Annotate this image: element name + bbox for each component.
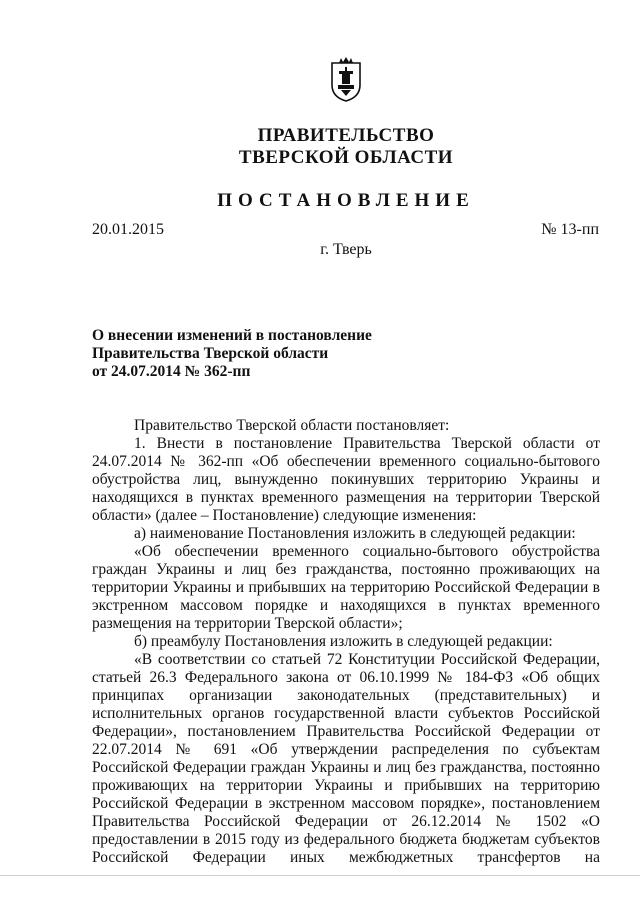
page-edge-divider <box>0 875 640 876</box>
document-title <box>92 327 422 381</box>
coat-of-arms-icon <box>330 57 362 102</box>
government-name-line1: ПРАВИТЕЛЬСТВО <box>257 125 435 146</box>
government-name-line2: ТВЕРСКОЙ ОБЛАСТИ <box>238 147 454 168</box>
title-line-3: от 24.07.2014 № 362-пп <box>92 363 251 380</box>
document-date: 20.01.2015 <box>92 221 164 238</box>
document-number: № 13-пп <box>541 221 599 238</box>
document-body <box>92 417 600 867</box>
paragraph-preamble: Правительство Тверской области постановляет: <box>134 417 450 434</box>
paragraph-new-preamble: «В соответствии со статьей 72 Конституции Российской Федерации, статьей 26.3 Федерального закона от 06.10.1999 № 184-ФЗ «Об общих принципах организации законодательных (представительных) и исполнительных органов государственной власти субъектов Российской Федерации», постановлением Правительства Российской Федерации от 22.07.2014 № 691 «Об утверждении распределения по субъектам Российской Федерации граждан Украины и лиц без гражданства, постоянно проживающих на территории Украины и прибывших на территорию Российской Федерации в экстренном массовом порядке», постановлением Правительства Российской Федерации от 26.12.2014 № 1502 «О предоставлении в 2015 году из федерального бюджета бюджетам субъектов Российской Федерации иных межбюджетных трансфертов на <box>92 651 600 866</box>
title-line-2: Правительства Тверской области <box>92 345 329 362</box>
document-type: ПОСТАНОВЛЕНИЕ <box>217 190 475 211</box>
title-line-1: О внесении изменений в постановление <box>92 327 372 344</box>
paragraph-new-title: «Об обеспечении временного социально-бытового обустройства граждан Украины и лиц без гражданства, постоянно проживающих на территории Украины и прибывших на территорию Российской Федерации в экстренном массовом порядке и находящихся в пунктах временного размещения на территории Тверской области»; <box>92 543 600 632</box>
paragraph-item-1: 1. Внести в постановление Правительства Тверской области от 24.07.2014 № 362-пп «Об обеспечении временного социально-бытового обустройства лиц, вынужденно покинувших территорию Украины и находящихся в пунктах временного размещения на территории Тверской области» (далее – Постановление) следующие изменения: <box>92 435 600 524</box>
document-city: г. Тверь <box>320 241 372 258</box>
paragraph-item-b: б) преамбулу Постановления изложить в следующей редакции: <box>134 633 553 650</box>
paragraph-item-a: а) наименование Постановления изложить в следующей редакции: <box>134 525 576 542</box>
